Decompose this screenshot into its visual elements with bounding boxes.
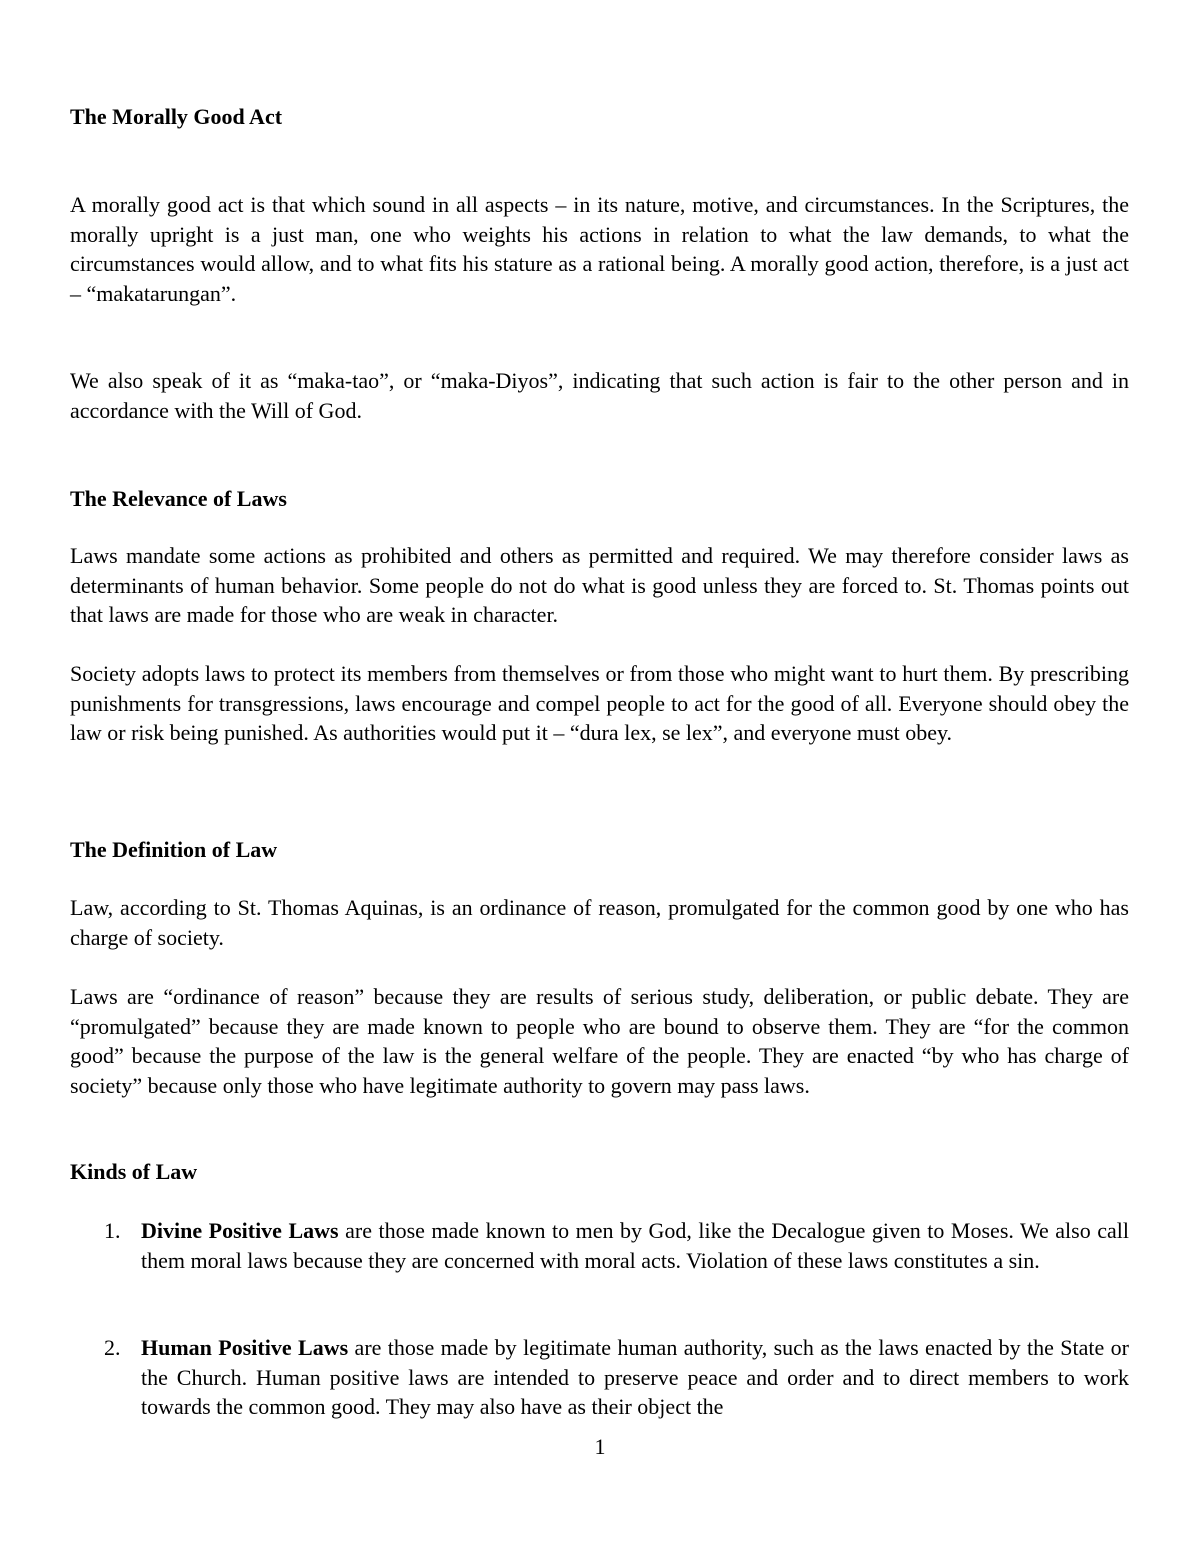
list-item-description: are those made by legitimate human authority, such as the laws enacted by the State or the Church. Human positive laws are intended to preserve peace and order and to direct members to work towards the common good. They may also have as their object the — [141, 1335, 1130, 1419]
list-item-text — [141, 1333, 1129, 1422]
list-item-term: Divine Positive Laws — [141, 1218, 339, 1243]
list-item-human-positive-laws — [70, 1333, 1129, 1422]
page-number: 1 — [594, 1434, 606, 1459]
paragraph-relevance-of-laws-2: Society adopts laws to protect its members from themselves or from those who might want to hurt them. By prescribing punishments for transgressions, laws encourage and compel people to act for the good of all. Everyone should obey the law or risk being punished. As authorities would put it – “dura lex, se lex”, and everyone must obey. — [70, 661, 1129, 745]
heading-morally-good-act: The Morally Good Act — [70, 104, 283, 129]
list-item-term: Human Positive Laws — [141, 1335, 349, 1360]
paragraph-definition-of-law-2: Laws are “ordinance of reason” because they are results of serious study, deliberation, or public debate. They are “promulgated” because they are made known to people who are bound to observe them. They are “for the common good” because the purpose of the law is the general welfare of the people. They are enacted “by who has charge of society” because only those who have legitimate authority to govern may pass laws. — [70, 984, 1129, 1098]
heading-relevance-of-laws: The Relevance of Laws — [70, 486, 287, 511]
list-item-divine-positive-laws — [70, 1216, 1129, 1275]
list-number: 1. — [104, 1218, 121, 1243]
paragraph-relevance-of-laws-1: Laws mandate some actions as prohibited and others as permitted and required. We may therefore consider laws as determinants of human behavior. Some people do not do what is good unless they are forced to. St. Thomas points out that laws are made for those who are weak in character. — [70, 543, 1129, 627]
paragraph-definition-of-law-1: Law, according to St. Thomas Aquinas, is an ordinance of reason, promulgated for the common good by one who has charge of society. — [70, 895, 1129, 950]
heading-kinds-of-law: Kinds of Law — [70, 1159, 198, 1184]
list-number: 2. — [104, 1335, 121, 1360]
paragraph-morally-good-act-2: We also speak of it as “maka-tao”, or “maka-Diyos”, indicating that such action is fair to the other person and in accordance with the Will of God. — [70, 368, 1129, 423]
paragraph-morally-good-act-1: A morally good act is that which sound in all aspects – in its nature, motive, and circumstances. In the Scriptures, the morally upright is a just man, one who weights his actions in relation to what the law demands, to what the circumstances would allow, and to what fits his stature as a rational being. A morally good action, therefore, is a just act – “makatarungan”. — [70, 192, 1129, 306]
list-item-text — [141, 1216, 1129, 1275]
list-item-description: are those made known to men by God, like the Decalogue given to Moses. We also call them moral laws because they are concerned with moral acts. Violation of these laws constitutes a sin. — [141, 1218, 1129, 1273]
heading-definition-of-law: The Definition of Law — [70, 837, 278, 862]
